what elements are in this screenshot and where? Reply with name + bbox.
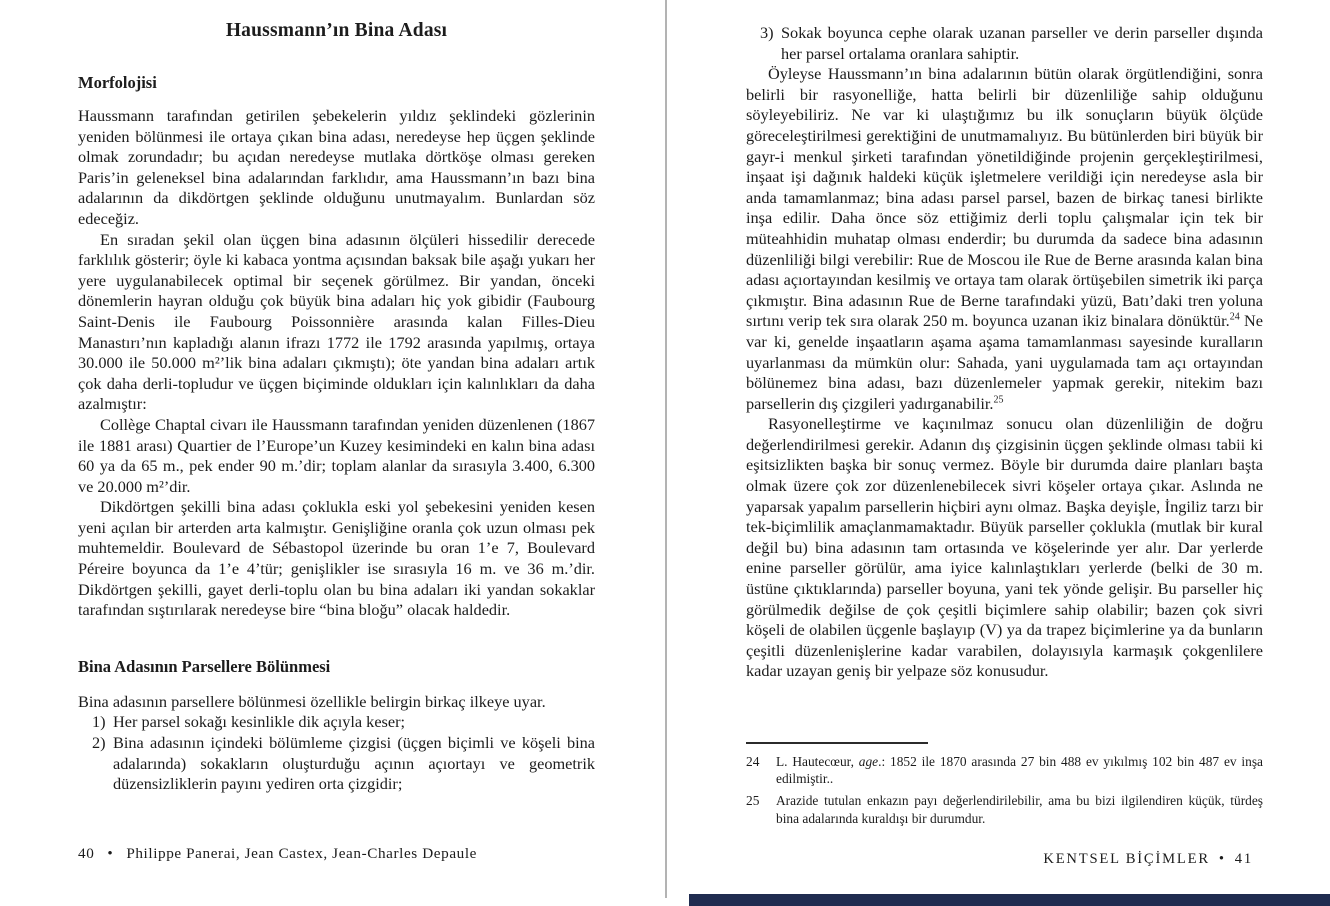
footnote-reference: 25 (993, 394, 1004, 406)
paragraph: En sıradan şekil olan üçgen bina adasının ölçüleri hissedilir derecede farklılık gösterir; öyle ki kabaca yontma açısından baksak bile aşağı yukarı her yere uygulanabilecek optimal bir seçenek görülmez. Bir yandan, önceki dönemlerin hayran olduğu çok büyük bina adaları hiç yok gibidir (Faubourg Saint-Denis ile Faubourg Poissonnière arasında kalan Filles-Dieu Manastırı’nın kapladığı alanın ifrazı 1772 ile 1792 arasında yapılmış, ortaya 30.000 ile 50.000 m²’lik bina adaları çıkmıştı); öte yandan bina adaları artık çok daha derli-topludur ve üçgen biçiminde oldukları için kalınlıkları da daha azalmıştır: (78, 229, 595, 414)
footnote-separator (746, 742, 928, 744)
section-heading-parcels: Bina Adasının Parsellere Bölünmesi (78, 656, 331, 676)
footnote-text (776, 754, 1263, 786)
bullet-separator: • (107, 845, 114, 862)
footnote-text-part: .: 1852 ile 1870 arasında 27 bin 488 ev yıkılmış 102 bin 487 ev inşa edilmiştir.. (776, 754, 1263, 787)
footnote (746, 753, 1263, 787)
paragraph: Collège Chaptal civarı ile Haussmann tarafından yeniden düzenlenen (1867 ile 1881 arası) Quartier de l’Europe’un Kuzey kesimindeki en kalın bina adası 60 ya da 65 m., pek ender 90 m.’dir; toplam alanlar da sırasıyla 3.400, 6.300 ve 20.000 m²’dir. (78, 414, 595, 496)
right-page-footer (746, 851, 1253, 868)
paragraph: Bina adasının parsellere bölünmesi özellikle belirgin birkaç ilkeye uyar. (78, 691, 546, 711)
list-item (78, 733, 595, 795)
paragraph-text: Ne var ki, genelde inşaatların aşama aşama tamamlanması sayesinde kuralların uyarlanması da mümkün olur: Sahada, yani uygulamada tam açı ortayından bölünemez bina adası, bazı düzenlemeler yapmak gerekir, nitekim bazı parsellerin dış çizgileri yadırganabilir. (746, 311, 1263, 413)
bottom-edge-bar (689, 894, 1330, 906)
paragraph: Rasyonelleştirme ve kaçınılmaz sonucu olan düzenliliğin de doğru değerlendirilmesi gerekir. Adanın dış çizgisinin üçgen şeklinde olması tabii ki eşitsizlikten başka bir sonuç vermez. Böyle bir durumda daire planları başta olmak üzere çok zor düzenlenebilecek sivri köşeler ortaya çıkar. Aslında ne yaparsak yapalım parsellerin hiçbiri aynı olmaz. Başka deyişle, İngiliz tarzı bir tek-biçimlilik amaçlanmamaktadır. Büyük parseller çoklukla (mutlak bir kural değil bu) bina adasının tam ortasında ve köşelerinde yer alır. Dar yerlerde enine parseller görülür, ama iyice kalınlaştıkları yerlerde (belki de 30 m. üstüne çıktıklarında) parseller boyuna, yani tek yönde gelişir. Bu parseller hiç görülmedik değilse de çok çeşitli biçimlere sahip olabilir; bazen çok sivri köşeli de olabilen üçgenle başlayıp (V) ya da trapez biçimlerine ya da bunların çeşitli düzenlenişlerine kadar varabilen, dolayısıyla karmaşık çokgenlilere kadar uzayan geniş bir yelpaze söz konusudur. (746, 414, 1263, 681)
list-item-text: Sokak boyunca cephe olarak uzanan parseller ve derin parseller dışında her parsel ortalama oranlara sahiptir. (781, 23, 1263, 63)
footnote-number: 25 (746, 793, 760, 809)
footnote (746, 792, 1263, 826)
list-item-text: Her parsel sokağı kesinlikle dik açıyla keser; (113, 712, 406, 732)
right-page (746, 0, 1263, 682)
page-title: Haussmann’ın Bina Adası (225, 20, 448, 41)
footnote-block (746, 742, 1263, 832)
list-item (746, 23, 1263, 64)
paragraph: Haussmann tarafından getirilen şebekelerin yıldız şeklindeki gözlerinin yeniden bölünmesi ile ortaya çıkan bina adası, neredeyse hep üçgen şeklinde olmak zorundadır; bu açıdan neredeyse mutlaka dörtköşe olması gereken Paris’in geleneksel bina adalarından farklıdır, ama Haussmann’ın bazı bina adalarının da dikdörtgen şeklinde olduğunu unutmayalım. Bunlardan söz edeceğiz. (78, 106, 595, 228)
footnote-text-part: L. Hautecœur, (776, 754, 859, 769)
list-item-number: 1) (92, 712, 106, 732)
running-title: KENTSEL BİÇİMLER (1043, 851, 1210, 867)
left-page-footer (78, 845, 595, 863)
section-heading-morphology: Morfolojisi (78, 73, 157, 92)
footnote-reference: 24 (1229, 311, 1240, 323)
footnote-text: Arazide tutulan enkazın payı değerlendirilebilir, ama bu bizi ilgilendiren küçük, türdeş bina adalarında kuraldışı bir durumdur. (776, 793, 1263, 826)
list-item-text: Bina adasının içindeki bölümleme çizgisi (üçgen biçimli ve köşeli bina adalarında) sokakların oluşturduğu açının açıortayı ve geometrik düzensizliklerin payını yediren orta çizgidir; (113, 733, 595, 794)
footnote-text-italic: age (858, 754, 879, 769)
page-divider-line (665, 0, 667, 898)
running-authors: Philippe Panerai, Jean Castex, Jean-Charles Depaule (126, 845, 478, 862)
footnote-number: 24 (746, 754, 760, 769)
page-number: 41 (1234, 851, 1253, 867)
list-item-number: 2) (92, 733, 106, 753)
list-item (78, 712, 595, 733)
paragraph-text: Öyleyse Haussmann’ın bina adalarının bütün olarak örgütlendiğini, sonra belirli bir rasyonelliğe, hatta belirli bir düzenliliğe sahip olduğunu söyleyebiliriz. Ne var ki ulaştığımız bu ilk sonuçların büyük ölçüde göreceleştirilmesi gerektiğini de unutmamalıyız. Bu bütünlerden biri büyük bir gayr-i menkul şirketi tarafından yönetildiğinde projenin gerçekleştirilmesi, inşaat işi dağınık haldeki küçük işletmelere verildiği için neredeyse asla bir anda tamamlanmaz; bina adası parsel parsel, bazen de birkaç tanesi birlikte inşa edilir. Daha önce söz ettiğimiz derli toplu çalışmalar için tek bir müteahhidin muhatap olması enderdir; bu durumda da sadece bina adasının düzenliliği bilgi verebilir: Rue de Moscou ile Rue de Berne arasında kalan bina adası açıortayından kesilmiş ve ortaya tam olarak örtüşebilen simetrik iki parça çıkmıştır. Bina adasının Rue de Berne tarafındaki yüzü, Batı’daki tren yoluna sırtını verip tek sıra olarak 250 m. boyunca uzanan ikiz binalara dönüktür. (746, 64, 1263, 331)
paragraph: Dikdörtgen şekilli bina adası çoklukla eski yol şebekesini yeniden kesen yeni açılan bir arterden arta kalmıştır. Genişliğine oranla çok uzun olması pek muhtemeldir. Boulevard de Sébastopol üzerinde bu oran 1’e 7, Boulevard Péreire boyunca da 1’e 4’tür; genişlikler ise sırasıyla 16 m. ve 36 m.’dir. Dikdörtgen şekilli, gayet derli-toplu olan bu bina adaları iki yandan sokaklar tarafından sıştırılarak neredeyse bire “bina bloğu” olacak haldedir. (78, 497, 595, 620)
list-item-number: 3) (760, 23, 774, 42)
left-page (78, 0, 595, 795)
paragraph (746, 64, 1263, 414)
page-number: 40 (78, 845, 95, 862)
bullet-separator: • (1218, 851, 1226, 867)
